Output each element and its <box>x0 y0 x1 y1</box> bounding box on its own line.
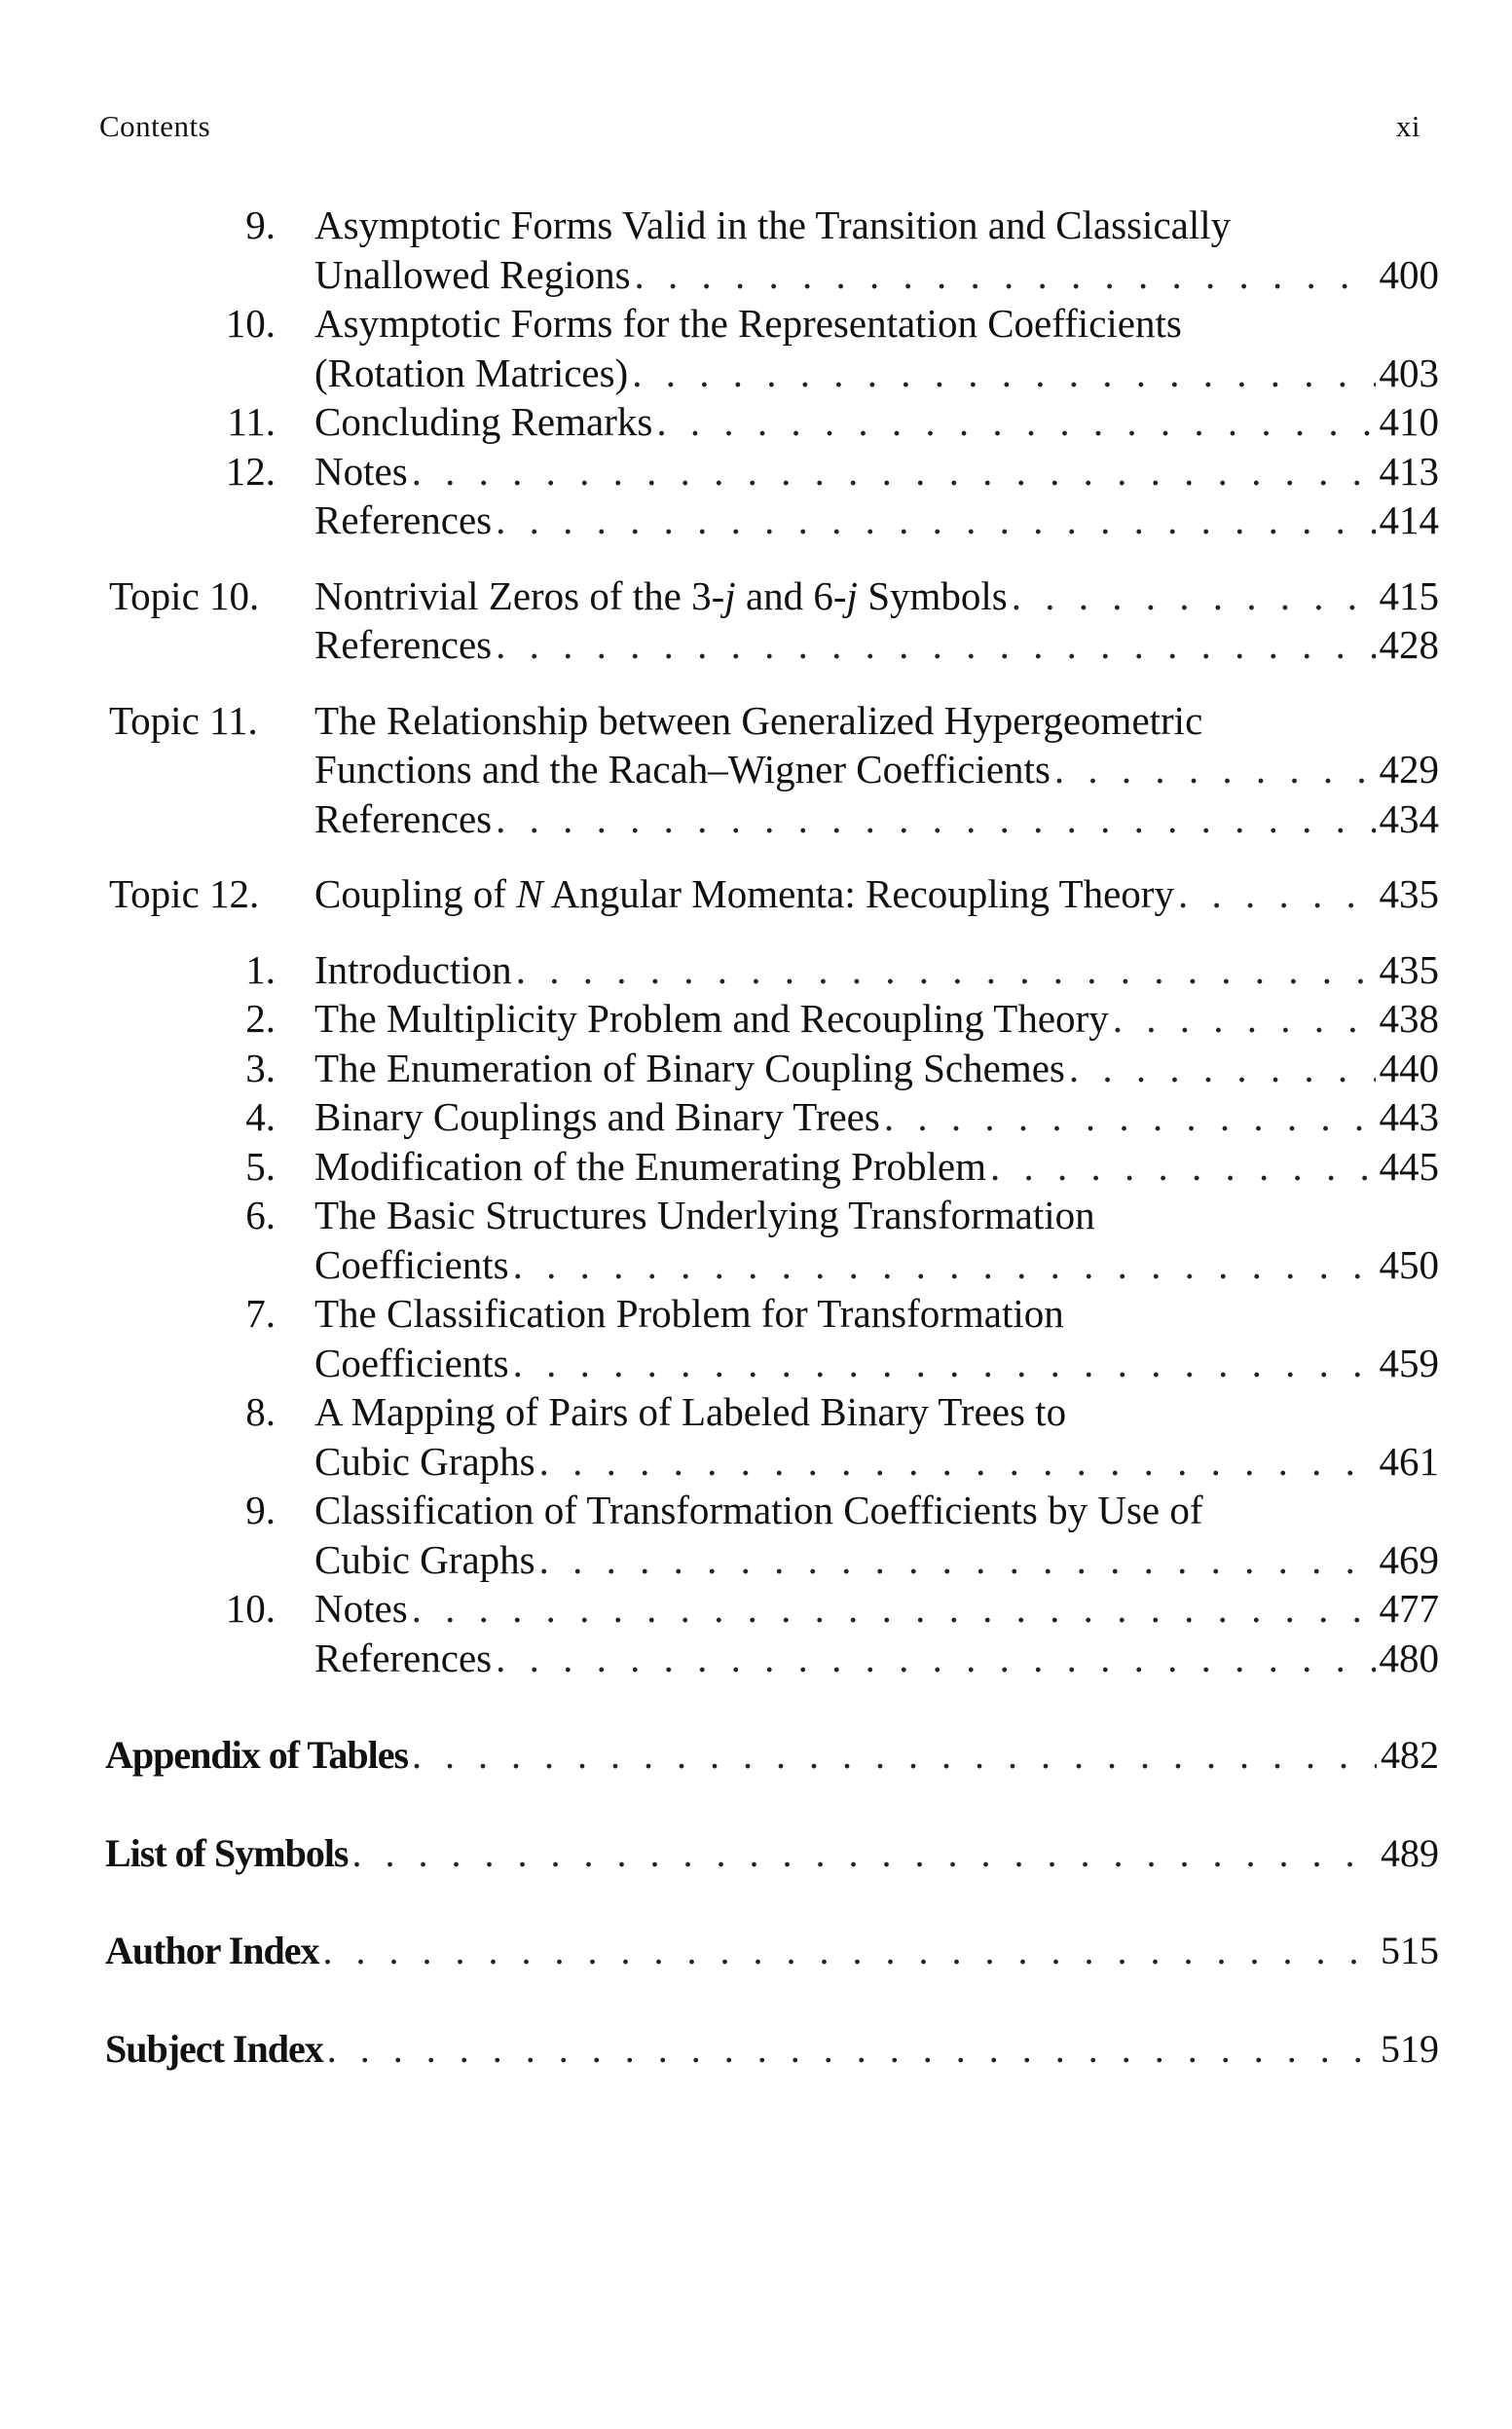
leader-dots <box>1012 571 1376 621</box>
table-of-contents <box>97 201 1439 2074</box>
entry-title: The Classification Problem for Transformation <box>314 1291 1064 1336</box>
toc-entry-references <box>97 496 1439 545</box>
entry-page: 410 <box>1379 399 1439 444</box>
entry-page: 443 <box>1379 1094 1439 1139</box>
entry-page: 413 <box>1379 448 1439 494</box>
entry-title: The Basic Structures Underlying Transformation <box>314 1193 1095 1237</box>
entry-page: 435 <box>1379 871 1439 916</box>
leader-dots <box>513 1339 1376 1388</box>
toc-entry <box>97 1486 1439 1535</box>
section-number: 8. <box>245 1389 276 1434</box>
entry-title: Introduction <box>314 946 512 992</box>
toc-entry-references <box>97 1634 1439 1683</box>
back-matter-author-index <box>97 1927 1439 1976</box>
topic-title: The Relationship between Generalized Hypergeometric <box>314 697 1203 743</box>
back-matter-title: Subject Index <box>105 2026 323 2071</box>
entry-title: Notes <box>314 448 408 494</box>
entry-title: Notes <box>314 1586 408 1631</box>
back-matter-subject-index <box>97 2025 1439 2075</box>
entry-page: 445 <box>1379 1143 1439 1189</box>
leader-dots <box>1113 994 1376 1044</box>
toc-entry-continuation <box>97 349 1439 398</box>
entry-page: 400 <box>1379 251 1439 297</box>
leader-dots <box>1054 745 1376 794</box>
toc-entry <box>97 1044 1439 1093</box>
toc-entry <box>97 1289 1439 1339</box>
entry-title: References <box>314 622 493 667</box>
leader-dots <box>516 945 1376 995</box>
topic-number: Topic 12. <box>109 871 260 916</box>
entry-page: 459 <box>1379 1340 1439 1385</box>
leader-dots <box>884 1092 1376 1142</box>
leader-dots <box>323 1927 1377 1976</box>
leader-dots <box>1069 1044 1376 1093</box>
toc-entry-continuation <box>97 250 1439 300</box>
entry-page: 461 <box>1379 1438 1439 1484</box>
topic-title: Coupling of N Angular Momenta: Recoupling Theory <box>314 871 1174 916</box>
entry-title: The Enumeration of Binary Coupling Schemes <box>314 1045 1065 1090</box>
leader-dots <box>496 620 1375 670</box>
section-number: 11. <box>227 399 276 444</box>
entry-page: 415 <box>1379 572 1439 618</box>
section-number: 12. <box>225 448 276 494</box>
toc-entry-continuation <box>97 1240 1439 1290</box>
entry-page: 435 <box>1379 946 1439 992</box>
entry-page: 434 <box>1379 795 1439 841</box>
leader-dots <box>1178 869 1376 919</box>
toc-entry-continuation <box>97 1437 1439 1487</box>
entry-title: References <box>314 795 493 841</box>
section-number: 5. <box>245 1143 276 1189</box>
toc-entry <box>97 1142 1439 1192</box>
leader-dots <box>539 1437 1376 1487</box>
leader-dots <box>656 397 1375 447</box>
section-number: 3. <box>245 1045 276 1090</box>
entry-title: Cubic Graphs <box>314 1438 535 1484</box>
toc-entry-references <box>97 620 1439 670</box>
entry-title: Asymptotic Forms for the Representation Coefficients <box>314 301 1182 346</box>
entry-title: Asymptotic Forms Valid in the Transition and Classically <box>314 202 1232 247</box>
entry-page: 414 <box>1379 497 1439 542</box>
section-number: 2. <box>245 996 276 1041</box>
section-number: 9. <box>245 202 276 247</box>
entry-title: References <box>314 1635 493 1680</box>
leader-dots <box>412 1731 1377 1781</box>
toc-entry-continuation <box>97 1339 1439 1388</box>
toc-entry <box>97 945 1439 995</box>
toc-topic-11 <box>97 696 1439 746</box>
topic-number: Topic 11. <box>109 697 258 743</box>
toc-entry <box>97 1191 1439 1240</box>
topic-number: Topic 10. <box>109 572 260 618</box>
toc-entry-continuation <box>97 1535 1439 1585</box>
toc-entry-references <box>97 794 1439 844</box>
leader-dots <box>412 447 1376 497</box>
toc-topic-12 <box>97 869 1439 919</box>
leader-dots <box>635 250 1376 300</box>
leader-dots <box>352 1829 1378 1879</box>
entry-page: 519 <box>1381 2026 1439 2071</box>
toc-topic-11-continuation <box>97 745 1439 794</box>
entry-title: The Multiplicity Problem and Recoupling Theory <box>314 996 1109 1041</box>
toc-entry <box>97 447 1439 497</box>
section-number: 10. <box>225 1586 276 1631</box>
entry-title: A Mapping of Pairs of Labeled Binary Trees to <box>314 1389 1067 1434</box>
entry-page: 480 <box>1379 1635 1439 1680</box>
entry-title: (Rotation Matrices) <box>314 350 629 395</box>
back-matter-title: List of Symbols <box>105 1830 349 1875</box>
entry-title: Coefficients <box>314 1340 509 1385</box>
leader-dots <box>496 1634 1375 1683</box>
toc-entry <box>97 1092 1439 1142</box>
entry-page: 440 <box>1379 1045 1439 1090</box>
toc-topic-10 <box>97 571 1439 621</box>
page-number: xi <box>1395 109 1420 143</box>
entry-page: 482 <box>1381 1733 1439 1777</box>
entry-title: References <box>314 497 493 542</box>
entry-page: 515 <box>1381 1929 1439 1972</box>
entry-page: 438 <box>1379 996 1439 1041</box>
leader-dots <box>327 2025 1377 2075</box>
entry-page: 450 <box>1379 1241 1439 1287</box>
section-number: 4. <box>245 1094 276 1139</box>
entry-title: Coefficients <box>314 1241 509 1287</box>
entry-title: Classification of Transformation Coefficients by Use of <box>314 1488 1203 1532</box>
entry-page: 477 <box>1379 1586 1439 1631</box>
section-number: 10. <box>225 301 276 346</box>
leader-dots <box>513 1240 1376 1290</box>
back-matter-title: Author Index <box>105 1929 319 1972</box>
topic-title: Nontrivial Zeros of the 3-j and 6-j Symbols <box>314 572 1008 618</box>
toc-entry <box>97 1387 1439 1437</box>
entry-title: Unallowed Regions <box>314 251 631 297</box>
section-number: 6. <box>245 1193 276 1237</box>
toc-entry <box>97 397 1439 447</box>
entry-title: Binary Couplings and Binary Trees <box>314 1094 880 1139</box>
back-matter-title: Appendix of Tables <box>105 1733 409 1777</box>
running-head-title: Contents <box>99 109 211 143</box>
toc-entry <box>97 201 1439 250</box>
back-matter-appendix <box>97 1731 1439 1781</box>
leader-dots <box>539 1535 1376 1585</box>
entry-page: 469 <box>1379 1536 1439 1582</box>
back-matter-symbols <box>97 1829 1439 1879</box>
section-number: 7. <box>245 1291 276 1336</box>
section-number: 1. <box>245 946 276 992</box>
leader-dots <box>990 1142 1375 1192</box>
section-number: 9. <box>245 1488 276 1532</box>
entry-title: Concluding Remarks <box>314 399 653 444</box>
entry-page: 403 <box>1379 350 1439 395</box>
entry-page: 489 <box>1381 1830 1439 1875</box>
entry-page: 429 <box>1379 747 1439 791</box>
leader-dots <box>496 794 1375 844</box>
entry-title: Cubic Graphs <box>314 1536 535 1582</box>
topic-title: Functions and the Racah–Wigner Coefficients <box>314 747 1051 791</box>
toc-entry <box>97 299 1439 349</box>
entry-page: 428 <box>1379 622 1439 667</box>
entry-title: Modification of the Enumerating Problem <box>314 1143 987 1189</box>
toc-entry <box>97 994 1439 1044</box>
toc-entry <box>97 1584 1439 1634</box>
leader-dots <box>412 1584 1376 1634</box>
leader-dots <box>632 349 1375 398</box>
leader-dots <box>496 496 1375 545</box>
